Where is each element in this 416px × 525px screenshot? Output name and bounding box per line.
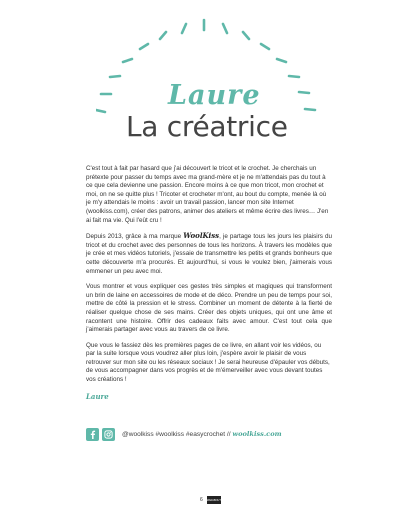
publisher-logo-text: MARABOUT: [206, 498, 221, 502]
page-number: 6: [200, 497, 203, 503]
paragraph-gestures: Vous montrer et vous expliquer ces gestes très simples et magiques qui transforment un brin de laine en accessoires de mode et de déco. Prendre un peu de temps pour soi, mettre de côté la pression et le stress. Combiner un moment de détente à la fierté de réaliser quelque chose de ses mains. Créer des objets uniques, qui ont une âme et racontent une histoire. Offrir des cadeaux faits avec amour. C'est tout cela que j'aimerais partager avec vous au travers de ce livre.: [86, 283, 332, 334]
website-link[interactable]: woolkiss.com: [232, 430, 282, 438]
author-name-heading: Laure: [168, 80, 261, 111]
body-text: [86, 165, 332, 392]
publisher-logo: [207, 496, 221, 504]
paragraph-brand: [86, 232, 332, 276]
social-tags: @woolkiss #woolkiss #easycrochet //: [122, 431, 233, 438]
paragraph-closing: Que vous le fassiez dès les premières pages de ce livre, en allant voir les vidéos, ou par la suite lorsque vous voudrez aller plus loin, j'espère avoir le plaisir de vous retrouver sur mon site ou les réseaux sociaux ! Je serai heureuse d'épauler vos débuts, de vous accompagner dans vos progrès et de m'émerveiller avec vous devant toutes vos créations !: [86, 341, 330, 384]
paragraph-brand-end: , je partage tous les jours les plaisirs du tricot et du crochet avec des personnes de tous les horizons. À travers les modèles que je crée et mes vidéos tutoriels, j'essaie de transmettre les petits et grands bonheurs que cette découverte m'a procurés. Et aujourd'hui, si vous le voulez bien, j'aimerais vous emmener un peu avec moi.: [86, 233, 332, 275]
instagram-icon[interactable]: [102, 428, 115, 441]
page-title: La créatrice: [126, 110, 288, 143]
facebook-icon[interactable]: [86, 428, 99, 441]
social-handles: [122, 430, 282, 438]
brand-name: WoolKiss: [183, 231, 220, 241]
page-footer: [200, 496, 221, 504]
paragraph-intro: C'est tout à fait par hasard que j'ai découvert le tricot et le crochet. Je cherchais un prétexte pour passer du temps avec ma grand-mère et je ne m'attendais pas du tout à ce que cela devienne une passion. Encore moins à ce que mon tricot, mon crochet et moi, on ne se quitte plus ! Tricoter et crocheter m'ont, au bout du compte, menée là où je m'y attendais le moins : avoir un travail passion, lancer mon site Internet (woolkiss.com), créer des patrons, animer des ateliers et même écrire des livres… J'en ai fait ma vie. Qui l'eût cru !: [86, 165, 329, 224]
social-bar: [86, 426, 282, 442]
signature: Laure: [86, 392, 109, 401]
paragraph-brand-start: Depuis 2013, grâce à ma marque: [86, 233, 184, 241]
